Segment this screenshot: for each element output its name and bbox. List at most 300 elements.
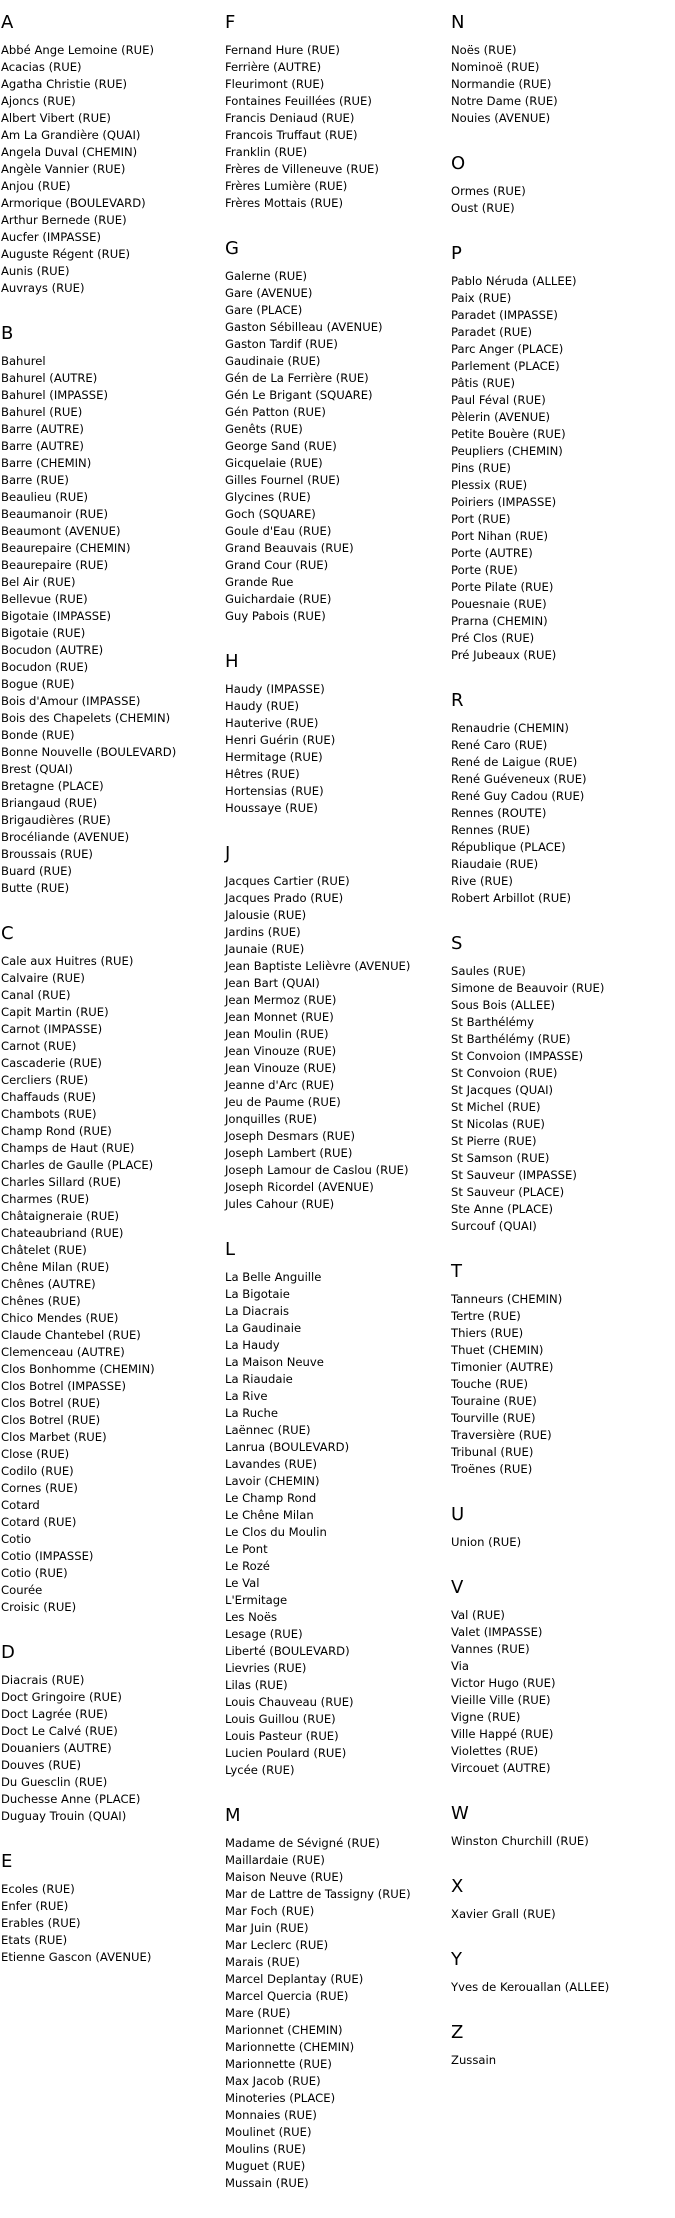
street-name-item: Cascaderie (RUE) (1, 1056, 102, 1070)
street-name-item: Beaurepaire (RUE) (1, 558, 109, 572)
street-name-item: Traversière (RUE) (451, 1428, 552, 1442)
street-name-item: Cercliers (RUE) (1, 1073, 89, 1087)
street-name-item: Laënnec (RUE) (225, 1423, 311, 1437)
street-name-item: Porte (AUTRE) (451, 546, 533, 560)
street-name-item: St Pierre (RUE) (451, 1134, 537, 1148)
street-name-item: Jardins (RUE) (225, 925, 301, 939)
street-name-item: Gén Patton (RUE) (225, 405, 326, 419)
section-letter-heading: H (225, 651, 239, 672)
letter-section (225, 651, 449, 817)
street-name-item: Briangaud (RUE) (1, 796, 98, 810)
street-name-item: Louis Guillou (RUE) (225, 1712, 336, 1726)
section-letter-heading: V (451, 1577, 464, 1598)
street-name-item: Chênes (AUTRE) (1, 1277, 96, 1291)
street-name-item: Charmes (RUE) (1, 1192, 90, 1206)
street-name-item: Abbé Ange Lemoine (RUE) (1, 43, 155, 57)
street-name-item: Cotard (RUE) (1, 1515, 77, 1529)
street-name-item: Charles Sillard (RUE) (1, 1175, 122, 1189)
street-name-item: Maison Neuve (RUE) (225, 1870, 344, 1884)
street-name-item: Rive (RUE) (451, 874, 513, 888)
street-name-item: Jeanne d'Arc (RUE) (225, 1078, 335, 1092)
letter-section (451, 690, 675, 907)
section-letter-heading: Y (451, 1949, 462, 1970)
street-name-item: Lanrua (BOULEVARD) (225, 1440, 350, 1454)
street-name-item: Monnaies (RUE) (225, 2108, 317, 2122)
street-name-item: Buard (RUE) (1, 864, 72, 878)
street-name-item: Bois des Chapelets (CHEMIN) (1, 711, 171, 725)
street-name-item: Cale aux Huitres (RUE) (1, 954, 134, 968)
letter-section (451, 153, 675, 217)
street-name-item: Cotio (RUE) (1, 1566, 68, 1580)
street-name-item: Bahurel (AUTRE) (1, 371, 98, 385)
street-name-item: St Convoion (IMPASSE) (451, 1049, 584, 1063)
street-name-item: Carnot (IMPASSE) (1, 1022, 103, 1036)
street-name-item: St Convoion (RUE) (451, 1066, 558, 1080)
street-name-item: Cotio (1, 1532, 32, 1546)
street-name-item: Bocudon (AUTRE) (1, 643, 104, 657)
section-letter-heading: D (1, 1642, 15, 1663)
street-name-item: Lavoir (CHEMIN) (225, 1474, 320, 1488)
street-name-item: Hêtres (RUE) (225, 767, 300, 781)
street-name-item: St Barthélémy (451, 1015, 534, 1029)
letter-section (451, 12, 675, 127)
street-name-item: Close (RUE) (1, 1447, 70, 1461)
street-name-item: Xavier Grall (RUE) (451, 1907, 556, 1921)
street-name-item: Marionnette (RUE) (225, 2057, 332, 2071)
street-name-item: Mar Leclerc (RUE) (225, 1938, 329, 1952)
index-column-1 (1, 0, 223, 1992)
street-name-item: Du Guesclin (RUE) (1, 1775, 108, 1789)
street-name-item: George Sand (RUE) (225, 439, 337, 453)
street-name-item: Capit Martin (RUE) (1, 1005, 109, 1019)
street-name-item: Bonne Nouvelle (BOULEVARD) (1, 745, 177, 759)
street-name-item: Jean Bart (QUAI) (225, 976, 320, 990)
letter-section (451, 933, 675, 1235)
street-name-item: Le Clos du Moulin (225, 1525, 327, 1539)
street-name-item: Valet (IMPASSE) (451, 1625, 543, 1639)
letter-section (1, 12, 223, 297)
street-name-item: Pins (RUE) (451, 461, 511, 475)
street-name-item: Oust (RUE) (451, 201, 515, 215)
letter-section (1, 323, 223, 897)
street-name-item: Tourville (RUE) (451, 1411, 536, 1425)
street-name-item: Claude Chantebel (RUE) (1, 1328, 141, 1342)
street-name-item: Aunis (RUE) (1, 264, 70, 278)
street-name-item: Thuet (CHEMIN) (451, 1343, 544, 1357)
street-name-item: Doct Gringoire (RUE) (1, 1690, 122, 1704)
street-name-item: Cornes (RUE) (1, 1481, 78, 1495)
street-name-item: Pèlerin (AVENUE) (451, 410, 551, 424)
street-name-item: Croisic (RUE) (1, 1600, 77, 1614)
street-name-item: Jean Vinouze (RUE) (225, 1044, 337, 1058)
street-name-item: Bocudon (RUE) (1, 660, 89, 674)
street-name-item: Charles de Gaulle (PLACE) (1, 1158, 154, 1172)
street-name-item: Mar Foch (RUE) (225, 1904, 315, 1918)
street-name-item: Paix (RUE) (451, 291, 512, 305)
street-name-item: Ajoncs (RUE) (1, 94, 76, 108)
letter-section (451, 1261, 675, 1478)
street-name-item: Brocéliande (AVENUE) (1, 830, 130, 844)
street-name-item: Broussais (RUE) (1, 847, 93, 861)
street-name-item: Saules (RUE) (451, 964, 526, 978)
street-name-item: Bogue (RUE) (1, 677, 75, 691)
street-name-item: La Diacrais (225, 1304, 290, 1318)
street-name-item: Bigotaie (IMPASSE) (1, 609, 112, 623)
street-name-item: Douves (RUE) (1, 1758, 82, 1772)
street-name-item: Lesage (RUE) (225, 1627, 303, 1641)
street-name-item: René Caro (RUE) (451, 738, 548, 752)
letter-section (225, 1805, 449, 2192)
street-name-item: Franklin (RUE) (225, 145, 308, 159)
street-name-item: Yves de Kerouallan (ALLEE) (451, 1980, 610, 1994)
street-name-item: Moulins (RUE) (225, 2142, 306, 2156)
street-name-item: Moulinet (RUE) (225, 2125, 312, 2139)
street-name-item: Zussain (451, 2053, 497, 2067)
street-name-item: Touraine (RUE) (451, 1394, 537, 1408)
street-name-item: René Guy Cadou (RUE) (451, 789, 585, 803)
street-name-item: Genêts (RUE) (225, 422, 303, 436)
street-name-item: Ormes (RUE) (451, 184, 526, 198)
street-name-item: Parc Anger (PLACE) (451, 342, 564, 356)
street-name-item: Brigaudières (RUE) (1, 813, 111, 827)
street-name-item: Marionnet (CHEMIN) (225, 2023, 343, 2037)
street-name-item: Clos Bonhomme (CHEMIN) (1, 1362, 155, 1376)
section-letter-heading: Z (451, 2022, 464, 2043)
section-letter-heading: R (451, 690, 464, 711)
section-letter-heading: U (451, 1504, 465, 1525)
street-name-item: Jean Baptiste Lelièvre (AVENUE) (225, 959, 411, 973)
street-name-item: Bahurel (IMPASSE) (1, 388, 108, 402)
street-name-item: Fleurimont (RUE) (225, 77, 325, 91)
street-name-item: Francois Truffaut (RUE) (225, 128, 358, 142)
street-name-item: Joseph Desmars (RUE) (225, 1129, 355, 1143)
street-name-item: Glycines (RUE) (225, 490, 311, 504)
section-letter-heading: O (451, 153, 466, 174)
letter-section (451, 2022, 675, 2069)
street-name-item: Lavandes (RUE) (225, 1457, 318, 1471)
street-name-item: Surcouf (QUAI) (451, 1219, 537, 1233)
street-name-item: Cotard (1, 1498, 40, 1512)
street-name-item: Clos Botrel (IMPASSE) (1, 1379, 126, 1393)
street-name-item: Beaumont (AVENUE) (1, 524, 121, 538)
street-name-item: Gilles Fournel (RUE) (225, 473, 341, 487)
street-name-item: Agatha Christie (RUE) (1, 77, 128, 91)
street-name-item: Bel Air (RUE) (1, 575, 76, 589)
street-name-item: Erables (RUE) (1, 1916, 81, 1930)
street-name-item: Frères Mottais (RUE) (225, 196, 343, 210)
street-name-item: Codilo (RUE) (1, 1464, 74, 1478)
street-name-item: Maillardaie (RUE) (225, 1853, 325, 1867)
letter-section (451, 1803, 675, 1850)
street-name-item: Ste Anne (PLACE) (451, 1202, 554, 1216)
letter-section (1, 1642, 223, 1825)
street-name-item: Auvrays (RUE) (1, 281, 85, 295)
street-name-item: La Rive (225, 1389, 268, 1403)
street-name-item: St Michel (RUE) (451, 1100, 541, 1114)
street-name-item: Peupliers (CHEMIN) (451, 444, 563, 458)
street-name-item: Winston Churchill (RUE) (451, 1834, 589, 1848)
section-letter-heading: X (451, 1876, 464, 1897)
street-name-item: Grand Cour (RUE) (225, 558, 329, 572)
section-letter-heading: T (451, 1261, 462, 1282)
street-name-item: Arthur Bernede (RUE) (1, 213, 127, 227)
street-name-item: Lilas (RUE) (225, 1678, 288, 1692)
street-name-item: Angela Duval (CHEMIN) (1, 145, 138, 159)
section-letter-heading: L (225, 1239, 236, 1260)
street-name-item: Liberté (BOULEVARD) (225, 1644, 350, 1658)
street-name-item: Minoteries (PLACE) (225, 2091, 336, 2105)
street-name-item: La Bigotaie (225, 1287, 290, 1301)
street-name-item: Bois d'Amour (IMPASSE) (1, 694, 141, 708)
street-name-item: Fernand Hure (RUE) (225, 43, 340, 57)
street-name-item: Fontaines Feuillées (RUE) (225, 94, 372, 108)
street-name-item: Jules Cahour (RUE) (225, 1197, 335, 1211)
street-name-item: République (PLACE) (451, 840, 566, 854)
street-name-item: Poiriers (IMPASSE) (451, 495, 557, 509)
street-name-item: La Haudy (225, 1338, 280, 1352)
street-name-item: Clos Botrel (RUE) (1, 1396, 101, 1410)
section-letter-heading: W (451, 1803, 469, 1824)
street-name-item: St Nicolas (RUE) (451, 1117, 545, 1131)
street-name-item: Galerne (RUE) (225, 269, 308, 283)
street-name-item: Port (RUE) (451, 512, 511, 526)
street-name-item: Etats (RUE) (1, 1933, 68, 1947)
street-name-item: Aucfer (IMPASSE) (1, 230, 102, 244)
street-name-item: St Barthélémy (RUE) (451, 1032, 571, 1046)
street-name-item: Union (RUE) (451, 1535, 522, 1549)
street-name-item: Gaudinaie (RUE) (225, 354, 321, 368)
street-name-item: Bigotaie (RUE) (1, 626, 86, 640)
street-name-item: Thiers (RUE) (451, 1326, 524, 1340)
street-name-item: Via (451, 1659, 470, 1673)
section-letter-heading: N (451, 12, 465, 33)
street-name-item: Port Nihan (RUE) (451, 529, 548, 543)
street-name-item: Parlement (PLACE) (451, 359, 560, 373)
street-name-item: Rennes (ROUTE) (451, 806, 547, 820)
street-name-item: Haudy (IMPASSE) (225, 682, 325, 696)
street-name-item: Petite Bouère (RUE) (451, 427, 566, 441)
street-name-item: Jalousie (RUE) (225, 908, 307, 922)
street-name-item: Carnot (RUE) (1, 1039, 77, 1053)
street-name-item: Jean Moulin (RUE) (225, 1027, 329, 1041)
street-name-item: Pré Jubeaux (RUE) (451, 648, 557, 662)
letter-section (1, 923, 223, 1616)
street-name-item: Jacques Cartier (RUE) (225, 874, 350, 888)
street-name-item: Marcel Quercia (RUE) (225, 1989, 349, 2003)
street-name-item: Gaston Sébilleau (AVENUE) (225, 320, 383, 334)
street-name-item: Tribunal (RUE) (451, 1445, 534, 1459)
street-name-item: Cotio (IMPASSE) (1, 1549, 94, 1563)
street-name-item: Violettes (RUE) (451, 1744, 539, 1758)
section-letter-heading: E (1, 1851, 13, 1872)
street-name-item: Jean Mermoz (RUE) (225, 993, 337, 1007)
street-name-item: Barre (CHEMIN) (1, 456, 92, 470)
street-name-item: Gaston Tardif (RUE) (225, 337, 338, 351)
street-name-item: Pâtis (RUE) (451, 376, 515, 390)
street-name-item: Frères Lumière (RUE) (225, 179, 348, 193)
street-name-item: Le Pont (225, 1542, 268, 1556)
street-name-item: Auguste Régent (RUE) (1, 247, 131, 261)
street-name-item: Frères de Villeneuve (RUE) (225, 162, 379, 176)
letter-section (225, 12, 449, 212)
index-column-3 (451, 0, 675, 2095)
street-name-item: Etienne Gascon (AVENUE) (1, 1950, 152, 1964)
street-name-item: Notre Dame (RUE) (451, 94, 558, 108)
letter-section (225, 843, 449, 1213)
street-name-item: Paradet (IMPASSE) (451, 308, 558, 322)
street-name-item: Renaudrie (CHEMIN) (451, 721, 569, 735)
street-name-item: Riaudaie (RUE) (451, 857, 539, 871)
street-name-item: Paul Féval (RUE) (451, 393, 546, 407)
street-name-item: Bellevue (RUE) (1, 592, 88, 606)
street-name-item: Sous Bois (ALLEE) (451, 998, 556, 1012)
street-name-item: Guichardaie (RUE) (225, 592, 332, 606)
street-name-item: Barre (AUTRE) (1, 422, 84, 436)
street-name-item: Marionnette (CHEMIN) (225, 2040, 355, 2054)
street-name-item: Simone de Beauvoir (RUE) (451, 981, 605, 995)
street-name-item: Rennes (RUE) (451, 823, 531, 837)
street-name-item: Albert Vibert (RUE) (1, 111, 111, 125)
street-name-item: Marcel Deplantay (RUE) (225, 1972, 364, 1986)
street-name-item: Haudy (RUE) (225, 699, 299, 713)
street-name-item: Jacques Prado (RUE) (225, 891, 344, 905)
street-name-item: Mar de Lattre de Tassigny (RUE) (225, 1887, 411, 1901)
street-name-item: Plessix (RUE) (451, 478, 528, 492)
street-name-item: Calvaire (RUE) (1, 971, 85, 985)
street-name-item: René de Laigue (RUE) (451, 755, 578, 769)
street-name-item: Madame de Sévigné (RUE) (225, 1836, 380, 1850)
street-name-item: Joseph Lambert (RUE) (225, 1146, 353, 1160)
street-name-item: Nominoë (RUE) (451, 60, 540, 74)
street-name-item: Vieille Ville (RUE) (451, 1693, 551, 1707)
section-letter-heading: C (1, 923, 14, 944)
index-column-2 (225, 0, 449, 2218)
street-name-item: Pré Clos (RUE) (451, 631, 535, 645)
street-name-item: Champs de Haut (RUE) (1, 1141, 135, 1155)
street-name-item: Angèle Vannier (RUE) (1, 162, 126, 176)
street-name-item: Goule d'Eau (RUE) (225, 524, 332, 538)
street-name-item: Louis Chauveau (RUE) (225, 1695, 354, 1709)
street-name-item: Gare (AVENUE) (225, 286, 313, 300)
street-name-item: Victor Hugo (RUE) (451, 1676, 556, 1690)
street-name-item: Jeu de Paume (RUE) (225, 1095, 341, 1109)
street-name-item: Bahurel (1, 354, 46, 368)
street-name-item: La Belle Anguille (225, 1270, 322, 1284)
street-name-item: Le Rozé (225, 1559, 270, 1573)
section-letter-heading: G (225, 238, 239, 259)
street-name-item: Porte (RUE) (451, 563, 518, 577)
street-name-item: Nouies (AVENUE) (451, 111, 551, 125)
street-name-item: Doct Lagrée (RUE) (1, 1707, 108, 1721)
street-name-item: St Sauveur (PLACE) (451, 1185, 565, 1199)
street-name-item: Beaumanoir (RUE) (1, 507, 108, 521)
street-name-item: Vigne (RUE) (451, 1710, 521, 1724)
street-name-item: Noës (RUE) (451, 43, 517, 57)
street-name-item: Champ Rond (RUE) (1, 1124, 112, 1138)
street-name-item: Clos Botrel (RUE) (1, 1413, 101, 1427)
street-name-item: Bonde (RUE) (1, 728, 75, 742)
street-name-item: Mare (RUE) (225, 2006, 291, 2020)
street-name-item: Brest (QUAI) (1, 762, 73, 776)
street-name-item: Châtaigneraie (RUE) (1, 1209, 120, 1223)
street-name-item: St Sauveur (IMPASSE) (451, 1168, 577, 1182)
street-name-item: Courée (1, 1583, 43, 1597)
street-name-item: Touche (RUE) (451, 1377, 529, 1391)
letter-section (451, 1504, 675, 1551)
street-name-item: Duchesse Anne (PLACE) (1, 1792, 141, 1806)
section-letter-heading: F (225, 12, 236, 33)
section-letter-heading: B (1, 323, 14, 344)
street-name-item: Chambots (RUE) (1, 1107, 97, 1121)
street-name-item: Ville Happé (RUE) (451, 1727, 554, 1741)
street-name-item: Chêne Milan (RUE) (1, 1260, 110, 1274)
street-name-item: Normandie (RUE) (451, 77, 552, 91)
street-name-item: Grand Beauvais (RUE) (225, 541, 354, 555)
street-name-item: St Jacques (QUAI) (451, 1083, 554, 1097)
street-name-item: Le Val (225, 1576, 260, 1590)
street-name-item: Paradet (RUE) (451, 325, 533, 339)
street-name-item: Duguay Trouin (QUAI) (1, 1809, 127, 1823)
street-name-item: Pouesnaie (RUE) (451, 597, 547, 611)
street-name-item: Mar Juin (RUE) (225, 1921, 309, 1935)
street-name-item: Beaulieu (RUE) (1, 490, 89, 504)
street-name-item: Jonquilles (RUE) (225, 1112, 318, 1126)
street-name-item: Am La Grandière (QUAI) (1, 128, 141, 142)
letter-section (451, 1577, 675, 1777)
street-name-item: Troënes (RUE) (451, 1462, 533, 1476)
street-name-item: Lucien Poulard (RUE) (225, 1746, 347, 1760)
street-name-item: Lievries (RUE) (225, 1661, 307, 1675)
street-name-item: Joseph Lamour de Caslou (RUE) (225, 1163, 409, 1177)
letter-section (451, 243, 675, 664)
street-name-item: Chateaubriand (RUE) (1, 1226, 124, 1240)
street-name-item: Clemenceau (AUTRE) (1, 1345, 125, 1359)
street-name-item: Chaffauds (RUE) (1, 1090, 96, 1104)
street-name-item: Gén Le Brigant (SQUARE) (225, 388, 373, 402)
street-name-item: Lycée (RUE) (225, 1763, 295, 1777)
street-name-item: Armorique (BOULEVARD) (1, 196, 146, 210)
street-name-item: Tertre (RUE) (451, 1309, 521, 1323)
street-name-item: Jean Vinouze (RUE) (225, 1061, 337, 1075)
street-name-item: Jaunaie (RUE) (225, 942, 305, 956)
street-name-item: Robert Arbillot (RUE) (451, 891, 572, 905)
street-name-item: Gén de La Ferrière (RUE) (225, 371, 369, 385)
street-name-item: Les Noës (225, 1610, 278, 1624)
street-name-item: Louis Pasteur (RUE) (225, 1729, 339, 1743)
section-letter-heading: A (1, 12, 14, 33)
street-name-item: Pablo Néruda (ALLEE) (451, 274, 577, 288)
street-name-item: Jean Monnet (RUE) (225, 1010, 334, 1024)
section-letter-heading: S (451, 933, 463, 954)
letter-section (225, 238, 449, 625)
street-name-item: Henri Guérin (RUE) (225, 733, 336, 747)
street-name-item: Hortensias (RUE) (225, 784, 324, 798)
street-name-item: Enfer (RUE) (1, 1899, 69, 1913)
street-name-item: Clos Marbet (RUE) (1, 1430, 107, 1444)
street-name-item: Marais (RUE) (225, 1955, 300, 1969)
street-name-item: La Ruche (225, 1406, 278, 1420)
street-name-item: Bahurel (RUE) (1, 405, 83, 419)
street-name-item: Vannes (RUE) (451, 1642, 530, 1656)
street-name-item: L'Ermitage (225, 1593, 288, 1607)
street-name-item: Ecoles (RUE) (1, 1882, 75, 1896)
street-name-item: St Samson (RUE) (451, 1151, 550, 1165)
street-name-item: Joseph Ricordel (AVENUE) (225, 1180, 374, 1194)
letter-section (451, 1876, 675, 1923)
street-name-item: Vircouet (AUTRE) (451, 1761, 551, 1775)
street-name-item: Châtelet (RUE) (1, 1243, 87, 1257)
street-name-item: Goch (SQUARE) (225, 507, 316, 521)
